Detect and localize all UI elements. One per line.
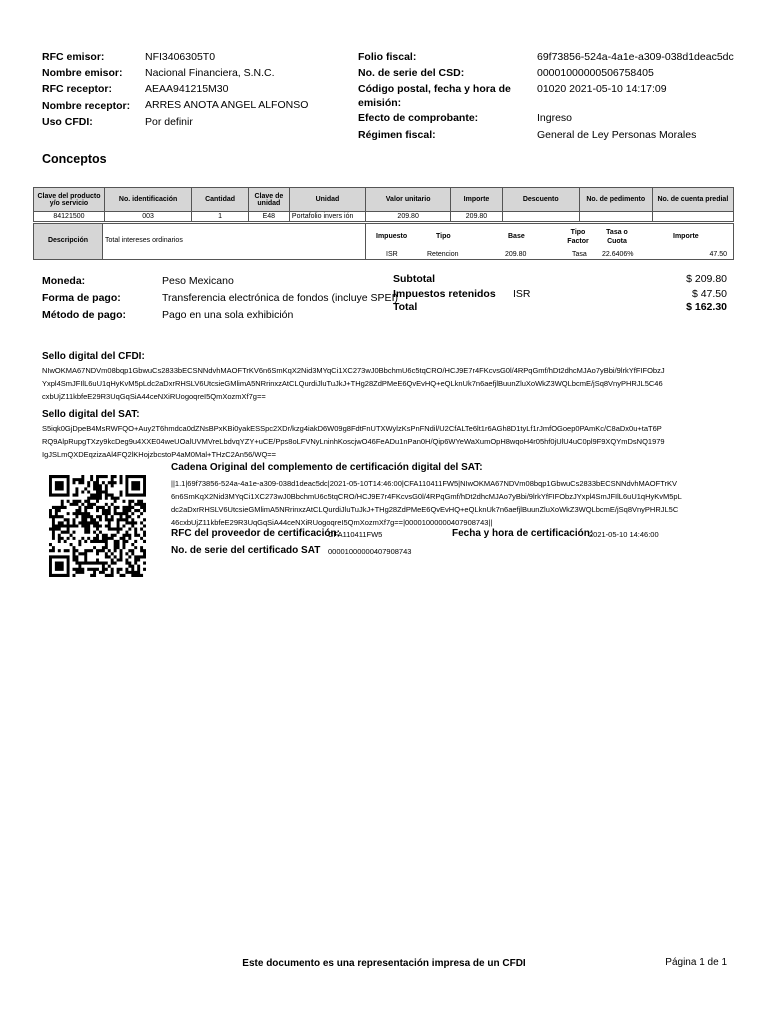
impuestos-cell — [366, 223, 734, 260]
moneda-label: Moneda: — [42, 275, 86, 287]
cadena-original-label: Cadena Original del complemento de certificación digital del SAT: — [171, 462, 483, 473]
regimen-label: Régimen fiscal: — [358, 129, 436, 141]
header-cell: Unidad — [289, 188, 365, 212]
impuestos-retenidos-value: $ 47.50 — [691, 288, 727, 300]
conceptos-table — [33, 187, 734, 222]
fecha-certificacion-label: Fecha y hora de certificación: — [452, 528, 594, 539]
serie-csd-label: No. de serie del CSD: — [358, 67, 465, 79]
qr-code-graphic — [49, 475, 146, 577]
subtotal-value: $ 209.80 — [686, 273, 727, 285]
cadena-line: 6n6SmKqX2Nid3MYqCi1XC273wJ0BbchmU6c5tqCRO/HCJ9E7r4FKcvsG0l/4RPqGmf/hDt2dhcMJAo7yBbi/9lrkYfFIFObzJYxpl4SmJFIlL6uU1qHyKvM5pL — [171, 492, 682, 501]
cell-clave-unidad: E48 — [248, 212, 289, 222]
descripcion-label-cell — [33, 223, 103, 260]
forma-pago-value: Transferencia electrónica de fondos (incluye SPEI) — [162, 292, 398, 304]
cadena-original-text — [171, 477, 741, 529]
descripcion-value: Total intereses ordinarios — [105, 237, 183, 244]
rfc-proveedor-value: CFA110411FW5 — [328, 530, 383, 539]
cell-valor-unitario: 209.80 — [365, 212, 450, 222]
codigo-postal-value: 01020 2021-05-10 14:17:09 — [537, 83, 667, 95]
cell-clave: 84121500 — [34, 212, 105, 222]
rfc-proveedor-label: RFC del proveedor de certificación: — [171, 528, 340, 539]
tax-tipo-value: Retencion — [427, 251, 459, 258]
qr-modules — [49, 475, 146, 577]
header-cell: Descuento — [502, 188, 579, 212]
tax-header-base: Base — [508, 233, 525, 240]
total-label: Total — [393, 301, 418, 313]
descripcion-label: Descripción — [47, 237, 89, 244]
tax-factor-value: Tasa — [572, 251, 587, 258]
sello-sat-line: S5iqk0GjDpeB4MsRWFQO+Auy2T6hmdca0dZNsBPxKBi0yakESSpc2XDr/kzg4iakD6W09g8FdtFnUTXWylzKsPnFNdil/U2CfALTe6lt1r6AGh8D1tyLf1rJmfOGoep0PAmKc/C8aDx0u+taT6P — [42, 424, 662, 433]
tax-header-impuesto: Impuesto — [376, 233, 408, 240]
impuestos-retenidos-label: Impuestos retenidos — [393, 288, 496, 300]
tax-header-tipo: Tipo — [436, 233, 451, 240]
uso-cfdi-value: Por definir — [145, 116, 193, 128]
sello-cfdi-text — [42, 364, 742, 403]
conceptos-title: Conceptos — [42, 152, 107, 166]
cell-pedimento — [579, 212, 652, 222]
sello-sat-line: IgJSLmQXDEqzizaAl4FQ2lKHojzbcstoP4aM0Mal+THzC2An56/WQ== — [42, 450, 277, 459]
header-cell: Valor unitario — [365, 188, 450, 212]
tax-tasa-value: 22.6406% — [602, 251, 634, 258]
efecto-label: Efecto de comprobante: — [358, 112, 479, 124]
regimen-value: General de Ley Personas Morales — [537, 129, 697, 141]
tax-header-tipo-factor: Tipo Factor — [567, 229, 589, 245]
nombre-receptor-value: ARRES ANOTA ANGEL ALFONSO — [145, 99, 309, 111]
fecha-certificacion-value: 2021-05-10 14:46:00 — [589, 530, 659, 539]
cadena-line: dc2aDxrRHSLV6UtcsieGMlimA5NRrinxzAtCLQurdiJluTuJkJ+THg28ZdPMeE6QvEvHQ+eQLknUk7n6aefjlBuunZluXoWkZ3WQLbcmE/jSq8VnyPHRJL5C — [171, 505, 679, 514]
metodo-pago-value: Pago en una sola exhibición — [162, 309, 294, 321]
rfc-receptor-label: RFC receptor: — [42, 83, 113, 95]
table-header-row — [34, 188, 734, 212]
header-cell: Clave del producto y/o servicio — [34, 188, 105, 212]
codigo-postal-label-line1: Código postal, fecha y hora de — [358, 83, 511, 95]
cell-importe: 209.80 — [451, 212, 502, 222]
cell-descuento — [502, 212, 579, 222]
rfc-emisor-label: RFC emisor: — [42, 51, 105, 63]
tax-header-importe: Importe — [673, 233, 699, 240]
metodo-pago-label: Método de pago: — [42, 309, 126, 321]
cell-cuenta-predial — [652, 212, 733, 222]
nombre-receptor-label: Nombre receptor: — [42, 100, 131, 112]
qr-code-icon — [49, 475, 146, 577]
header-cell: No. identificación — [104, 188, 191, 212]
header-cell: Cantidad — [192, 188, 249, 212]
folio-fiscal-value: 69f73856-524a-4a1e-a309-038d1deac5dc — [537, 51, 734, 63]
total-value: $ 162.30 — [686, 301, 727, 313]
tax-base-value: 209.80 — [505, 251, 527, 258]
sello-cfdi-line: NIwOKMA67NDVm08bqp1GbwuCs2833bECSNNdvhMAOFTrKV6n6SmKqX2Nid3MYqCi1XC273wJ0BbchmU6c5tqCRO/HCJ9E7r4FKcvsG0l/4RPqGmf/hDt2dhcMJAo7yBbi/9lrkYfFIFObzJ — [42, 366, 665, 375]
sello-sat-label: Sello digital del SAT: — [42, 409, 140, 420]
nombre-emisor-label: Nombre emisor: — [42, 67, 123, 79]
rfc-receptor-value: AEAA941215M30 — [145, 83, 229, 95]
codigo-postal-label-line2: emisión: — [358, 97, 402, 109]
descripcion-value-cell — [103, 223, 366, 260]
folio-fiscal-label: Folio fiscal: — [358, 51, 417, 63]
sello-sat-line: RQ9AlpRupgTXzy9kcDeg9u4XXE04weUOalUVMVreLbdvqYZY+uCE/Pps8oLFVNyLninhKoscjwO46FeADu1nPan0H/Qip6WYeWaXumOpH8wqoH4r05hf0jUlU4uC0pl9F9XQYmDsNQ1979 — [42, 437, 665, 446]
serie-certificado-sat-value: 00001000000407908743 — [328, 547, 412, 556]
subtotal-label: Subtotal — [393, 273, 435, 285]
tax-header-tasa: Tasa o Cuota — [606, 229, 628, 245]
tax-importe-value: 47.50 — [709, 251, 727, 258]
cell-identificacion: 003 — [104, 212, 191, 222]
cadena-line: 46cxbUjZ11kbfeE29R3UqGqSiA44ceNXiRUogoqreI5QmXozmXf7g==|00001000000407908743|| — [171, 518, 493, 527]
header-cell: No. de cuenta predial — [652, 188, 733, 212]
moneda-value: Peso Mexicano — [162, 275, 234, 287]
rfc-emisor-value: NFI3406305T0 — [145, 51, 216, 63]
footer-note: Este documento es una representación impresa de un CFDI — [242, 958, 526, 969]
serie-csd-value: 00001000000506758405 — [537, 67, 654, 79]
header-cell: Clave de unidad — [248, 188, 289, 212]
nombre-emisor-value: Nacional Financiera, S.N.C. — [145, 67, 275, 79]
efecto-value: Ingreso — [537, 112, 573, 124]
serie-certificado-sat-label: No. de serie del certificado SAT — [171, 545, 321, 556]
tax-impuesto-value: ISR — [386, 251, 398, 258]
cell-cantidad: 1 — [192, 212, 249, 222]
forma-pago-label: Forma de pago: — [42, 292, 121, 304]
impuestos-retenidos-tipo: ISR — [513, 288, 531, 300]
header-cell: No. de pedimento — [579, 188, 652, 212]
sello-cfdi-label: Sello digital del CFDI: — [42, 351, 145, 362]
sello-sat-text — [42, 422, 742, 461]
cell-unidad: Portafolio invers ión — [289, 212, 365, 222]
page-number: Página 1 de 1 — [665, 957, 727, 968]
cadena-line: ||1.1|69f73856-524a-4a1e-a309-038d1deac5dc|2021-05-10T14:46:00|CFA110411FW5|NIwOKMA67NDVm08bqp1GbwuCs2833bECSNNdvhMAOFTrKV — [171, 479, 678, 488]
uso-cfdi-label: Uso CFDI: — [42, 116, 93, 128]
sello-cfdi-line: cxbUjZ11kbfeE29R3UqGqSiA44ceNXiRUogoqreI5QmXozmXf7g== — [42, 392, 266, 401]
header-cell: Importe — [451, 188, 502, 212]
table-row — [34, 212, 734, 222]
sello-cfdi-line: Yxpl4SmJFIlL6uU1qHyKvM5pLdc2aDxrRHSLV6UtcsieGMlimA5NRrinxzAtCLQurdiJluTuJkJ+THg28ZdPMeE6QvEvHQ+eQLknUk7n6aefjlBuunZluXoWkZ3WQLbcmE/jSq8VnyPHRJL5C46 — [42, 379, 663, 388]
